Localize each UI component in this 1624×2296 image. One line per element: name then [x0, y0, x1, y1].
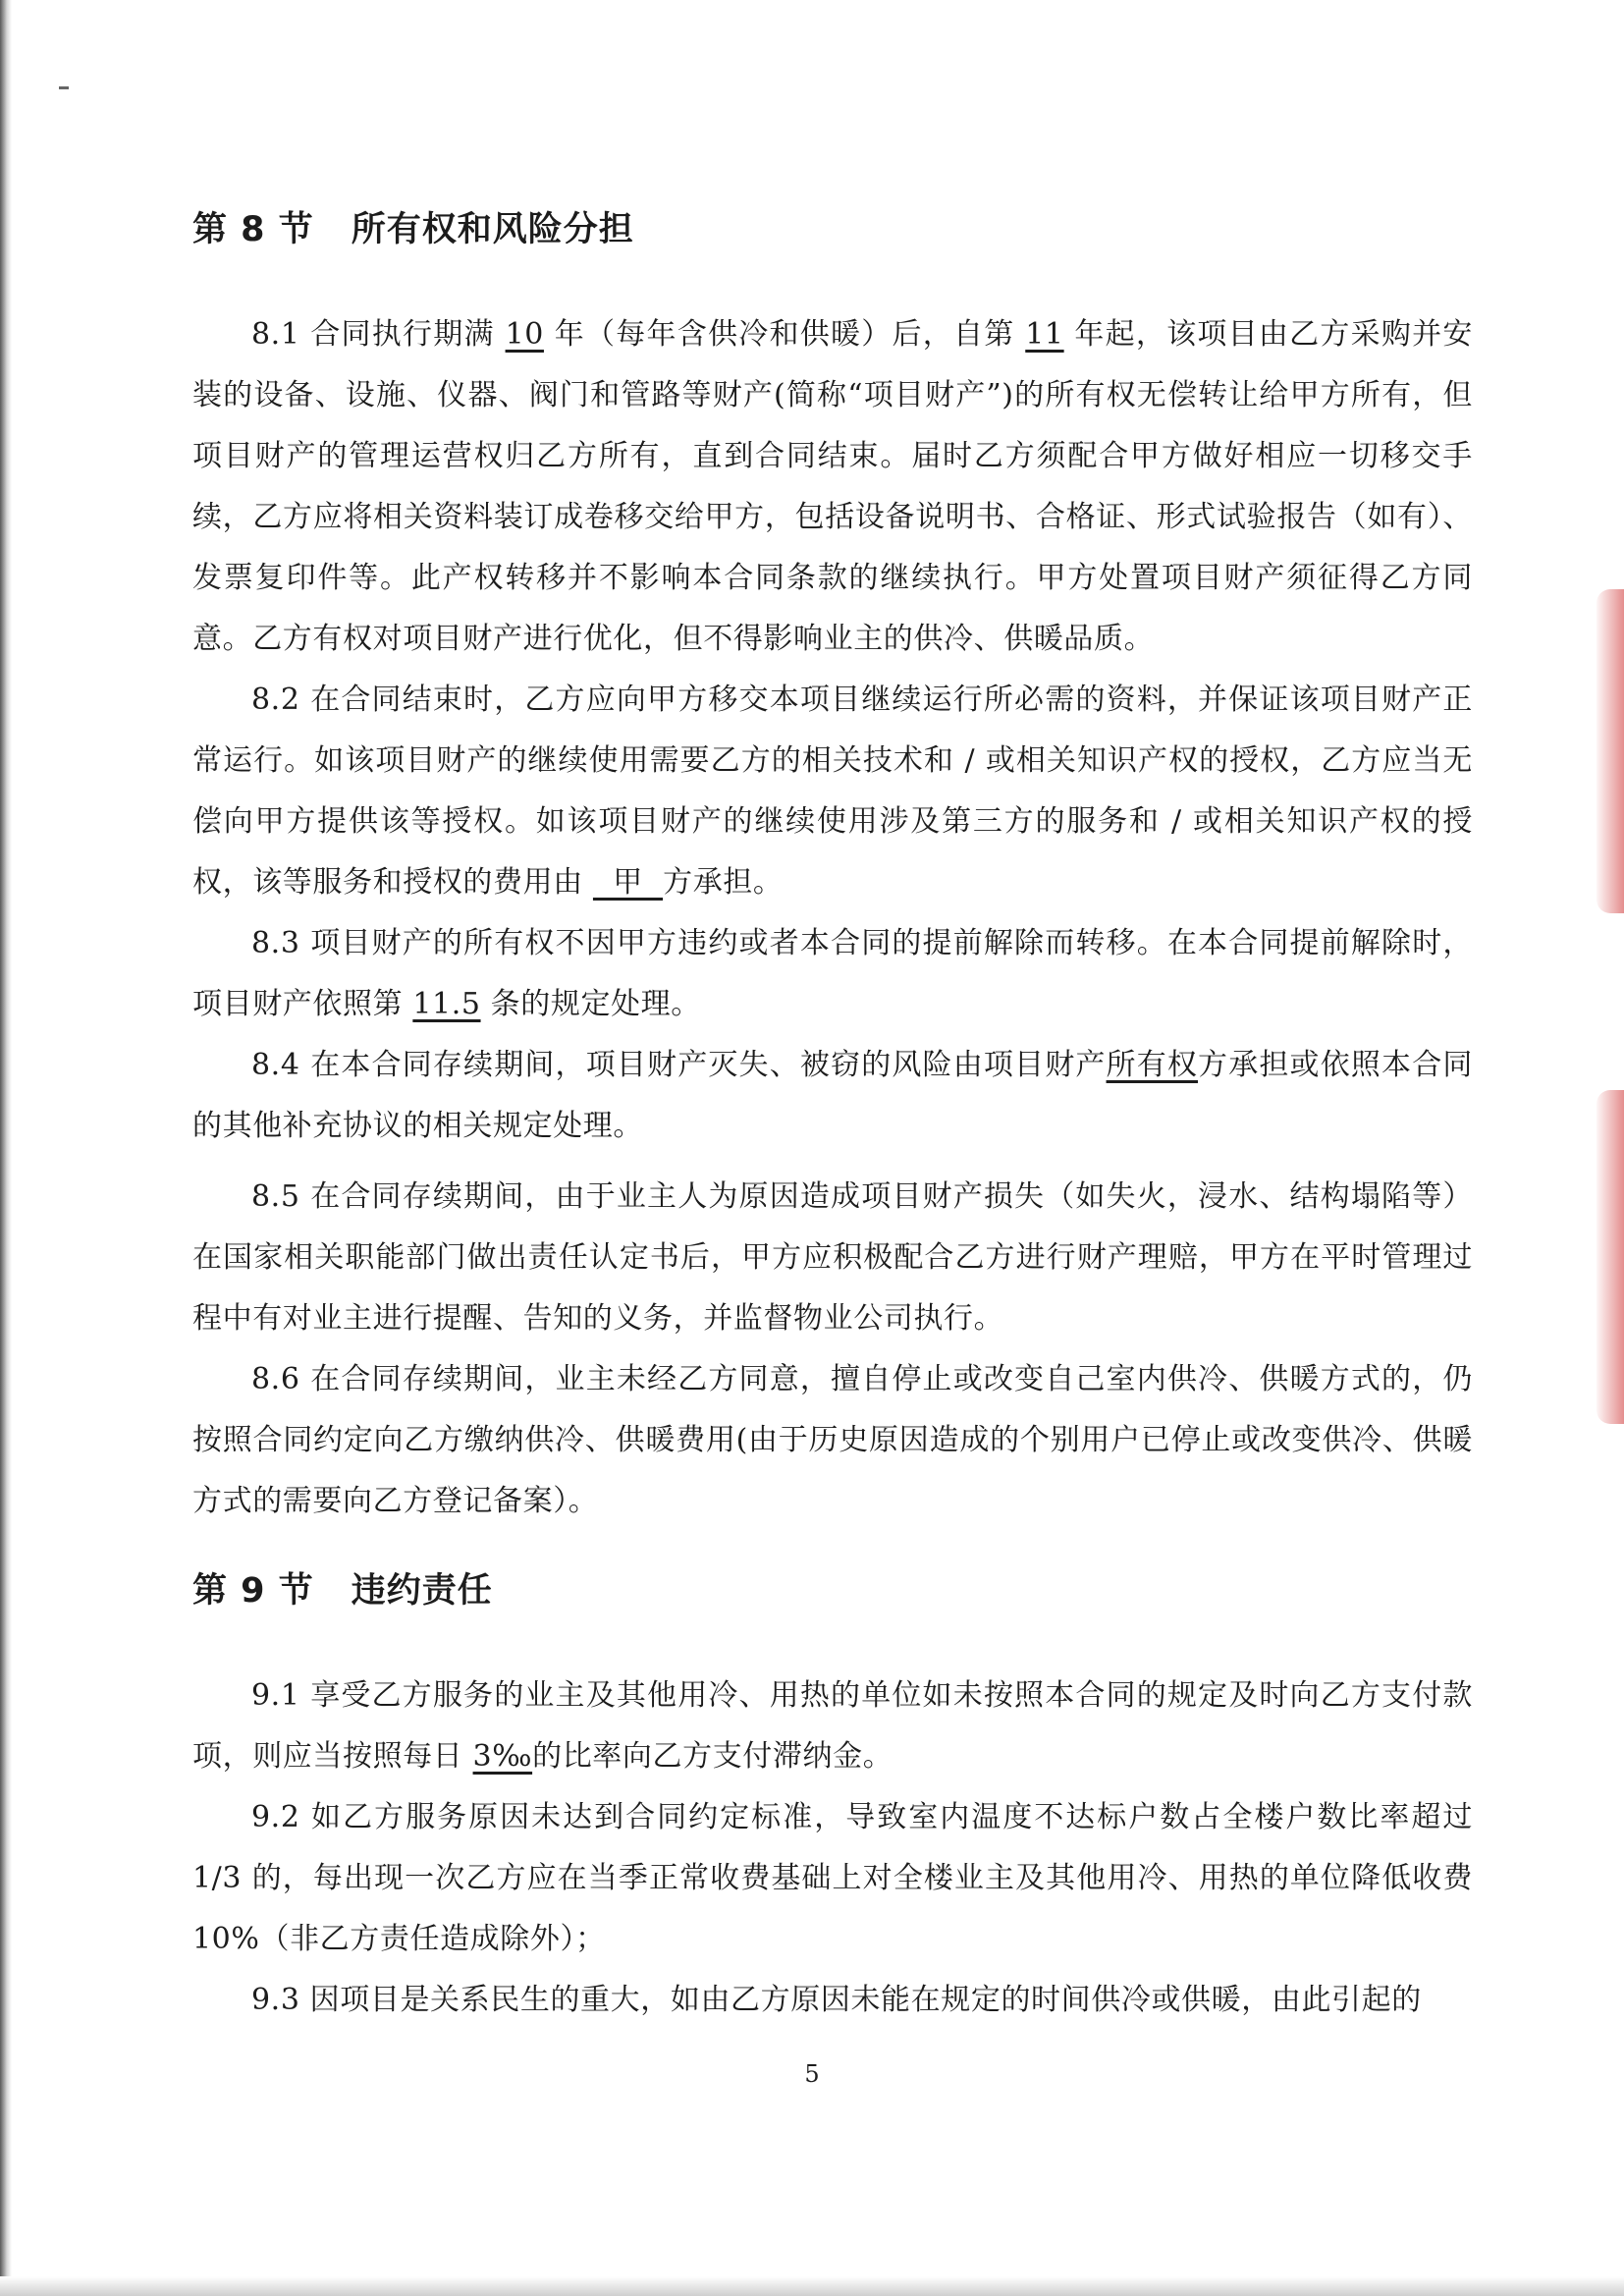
section-title: 违约责任	[351, 1571, 493, 1611]
clause-text: 8.1 合同执行期满	[251, 317, 506, 352]
filled-value: 3‰	[472, 1739, 533, 1774]
clause-9-3: 9.3 因项目是关系民生的重大，如由乙方原因未能在规定的时间供冷或供暖，由此引起的	[251, 1983, 1422, 2017]
filled-value: 所有权	[1106, 1048, 1199, 1082]
clause-8-4	[192, 1035, 1473, 1157]
scan-left-edge	[0, 0, 12, 2296]
clause-text: 年起，该项目由乙方采购并安装的设备、设施、仪器、阀门和管路等财产(简称“项目财产”)的所有权无偿转让给甲方所有，但项目财产的管理运营权归乙方所有，直到合同结束。届时乙方须配合甲方做好相应一切移交手续，乙方应将相关资料装订成卷移交给甲方，包括设备说明书、合格证、形式试验报告（如有）、发票复印件等。此产权转移并不影响本合同条款的继续执行。甲方处置项目财产须征得乙方同意。乙方有权对项目财产进行优化，但不得影响业主的供冷、供暖品质。	[192, 317, 1473, 656]
clause-text: 条的规定处理。	[480, 987, 701, 1021]
filled-value: 甲	[592, 865, 664, 900]
page-number: 5	[804, 2060, 820, 2088]
clause-9-2: 9.2 如乙方服务原因未达到合同约定标准，导致室内温度不达标户数占全楼户数比率超过 1/3 的，每出现一次乙方应在当季正常收费基础上对全楼业主及其他用冷、用热的单位降低收费 10%（非乙方责任造成除外）；	[192, 1800, 1473, 1956]
clause-text: 的比率向乙方支付滞纳金。	[532, 1739, 893, 1774]
section-number: 第 8 节	[192, 210, 314, 249]
clause-8-2	[192, 670, 1473, 913]
clause-text: 8.2 在合同结束时，乙方应向甲方移交本项目继续运行所必需的资料，并保证该项目财产正常运行。如该项目财产的继续使用需要乙方的相关技术和 / 或相关知识产权的授权，乙方应当无偿向甲方提供该等授权。如该项目财产的继续使用涉及第三方的服务和 / 或相关知识产权的授权，该等服务和授权的费用由	[192, 683, 1473, 900]
clause-text: 8.3 项目财产的所有权不因甲方违约或者本合同的提前解除而转移。在本合同提前解除时，项目财产依照第	[192, 926, 1473, 1021]
filled-value: 11	[1025, 317, 1064, 352]
filled-value: 11.5	[412, 987, 481, 1021]
clause-text: 方承担。	[663, 865, 784, 900]
scan-bottom-edge	[0, 2276, 1624, 2296]
clause-8-5: 8.5 在合同存续期间，由于业主人为原因造成项目财产损失（如失火，浸水、结构塌陷等）在国家相关职能部门做出责任认定书后，甲方应积极配合乙方进行财产理赔，甲方在平时管理过程中有对业主进行提醒、告知的义务，并监督物业公司执行。	[192, 1179, 1473, 1336]
section-8-heading	[192, 204, 1473, 255]
clause-9-1	[192, 1666, 1473, 1787]
clause-8-6: 8.6 在合同存续期间，业主未经乙方同意，擅自停止或改变自己室内供冷、供暖方式的，仍按照合同约定向乙方缴纳供冷、供暖费用(由于历史原因造成的个别用户已停止或改变供冷、供暖方式的需要向乙方登记备案）。	[192, 1362, 1473, 1518]
clause-text: 8.4 在本合同存续期间，项目财产灭失、被窃的风险由项目财产	[251, 1048, 1107, 1082]
clause-8-1	[192, 304, 1473, 670]
seal-stamp-fragment-bottom	[1597, 1090, 1624, 1424]
document-body	[192, 204, 1473, 2031]
section-number: 第 9 节	[192, 1571, 314, 1611]
clause-text: 9.1 享受乙方服务的业主及其他用冷、用热的单位如未按照本合同的规定及时向乙方支付款项，则应当按照每日	[192, 1678, 1473, 1774]
clause-text: 方承担或依照本合同的其他补充协议的相关规定处理。	[192, 1048, 1473, 1143]
scan-mark	[59, 86, 69, 89]
section-9-heading	[192, 1565, 1473, 1616]
section-title: 所有权和风险分担	[351, 210, 634, 249]
seal-stamp-fragment-top	[1597, 589, 1624, 913]
clause-8-3	[192, 913, 1473, 1035]
clause-text: 年（每年含供冷和供暖）后，自第	[543, 317, 1026, 352]
filled-value: 10	[505, 317, 544, 352]
